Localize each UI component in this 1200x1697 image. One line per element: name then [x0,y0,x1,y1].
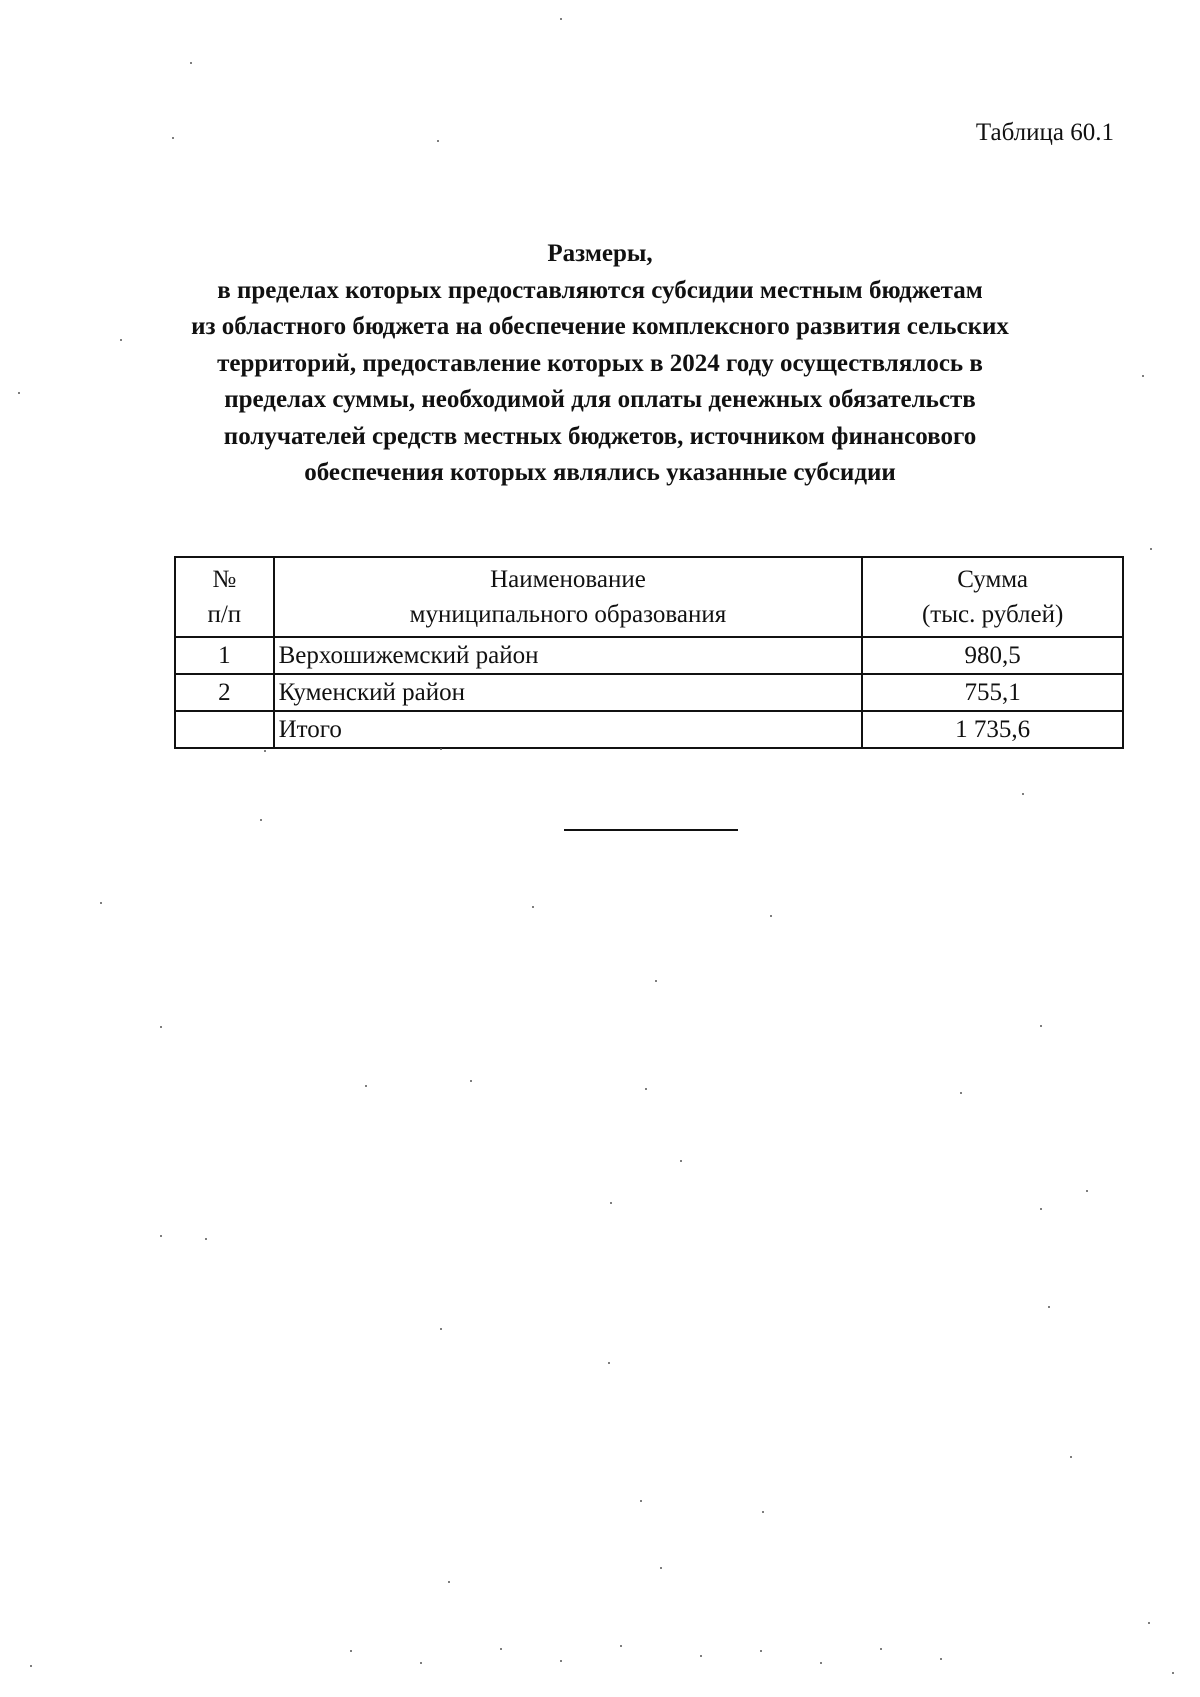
header-num [175,557,274,637]
table-row [175,637,1123,674]
row-sum: 755,1 [862,674,1123,711]
closing-rule [564,829,738,831]
document-title [150,236,1050,492]
scan-speck [1148,1622,1150,1624]
scan-speck [960,1092,962,1094]
scan-speck [160,1026,162,1028]
header-name-line-1: Наименование [490,566,646,593]
scan-speck [700,1655,702,1657]
scan-speck [160,1235,162,1237]
scan-speck [120,339,122,341]
header-name [274,557,863,637]
header-sum-line-1: Сумма [957,566,1029,593]
scan-speck [1022,793,1024,795]
row-sum: 980,5 [862,637,1123,674]
header-num-line-1: № [212,566,237,593]
scan-speck [264,750,266,752]
header-sum-line-2: (тыс. рублей) [921,601,1064,628]
scan-speck [448,1581,450,1583]
scan-speck [880,1648,882,1650]
scan-speck [560,1660,562,1662]
scan-speck [1040,1025,1042,1027]
scan-speck [1040,1208,1042,1210]
scan-speck [18,392,20,394]
subsidy-table [174,556,1124,749]
scan-speck [1048,1306,1050,1308]
scan-speck [440,1328,442,1330]
scan-speck [645,1088,647,1090]
scan-speck [940,1658,942,1660]
table-number: Таблица 60.1 [975,119,1114,146]
table-header-row [175,557,1123,637]
scan-speck [30,1665,32,1667]
title-line-6: обеспечения которых являлись указанные субсидии [304,459,896,486]
scan-speck [610,1202,612,1204]
row-num: 1 [175,637,274,674]
scan-speck [172,137,174,139]
scan-speck [420,1662,422,1664]
scan-speck [1070,1456,1072,1458]
scan-speck [100,902,102,904]
scan-speck [260,819,262,821]
title-line-2: из областного бюджета на обеспечение комплексного развития сельских [191,313,1009,340]
scan-speck [437,140,439,142]
scan-speck [680,1160,682,1162]
title-heading: Размеры, [547,240,653,267]
scan-speck [1172,1672,1174,1674]
header-num-line-2: п/п [207,601,242,628]
scan-speck [655,980,657,982]
table-row [175,674,1123,711]
row-name: Верхошижемский район [274,637,863,674]
scan-speck [640,1500,642,1502]
scan-speck [762,1511,764,1513]
scan-speck [350,1650,352,1652]
scan-speck [1086,1190,1088,1192]
scan-speck [660,1567,662,1569]
total-name: Итого [274,711,863,748]
title-line-3: территорий, предоставление которых в 2024 году осуществлялось в [217,349,983,377]
title-line-5: получателей средств местных бюджетов, источником финансового [223,422,977,450]
scan-speck [1142,375,1144,377]
row-name: Куменский район [274,674,863,711]
scan-speck [560,18,562,20]
scan-speck [470,1080,472,1082]
scan-speck [1150,548,1152,550]
total-num [175,711,274,748]
title-line-1: в пределах которых предоставляются субсидии местным бюджетам [217,276,983,304]
table-total-row [175,711,1123,748]
row-num: 2 [175,674,274,711]
scan-speck [620,1645,622,1647]
header-name-line-2: муниципального образования [409,601,727,628]
scan-speck [820,1662,822,1664]
scan-speck [440,748,442,750]
scan-speck [608,1362,610,1364]
scan-speck [532,906,534,908]
header-sum [862,557,1123,637]
title-line-4: пределах суммы, необходимой для оплаты денежных обязательств [224,386,976,413]
scan-speck [770,915,772,917]
total-sum: 1 735,6 [862,711,1123,748]
scan-speck [500,1648,502,1650]
scan-speck [365,1085,367,1087]
scan-speck [190,62,192,64]
scan-speck [205,1238,207,1240]
scan-speck [760,1650,762,1652]
